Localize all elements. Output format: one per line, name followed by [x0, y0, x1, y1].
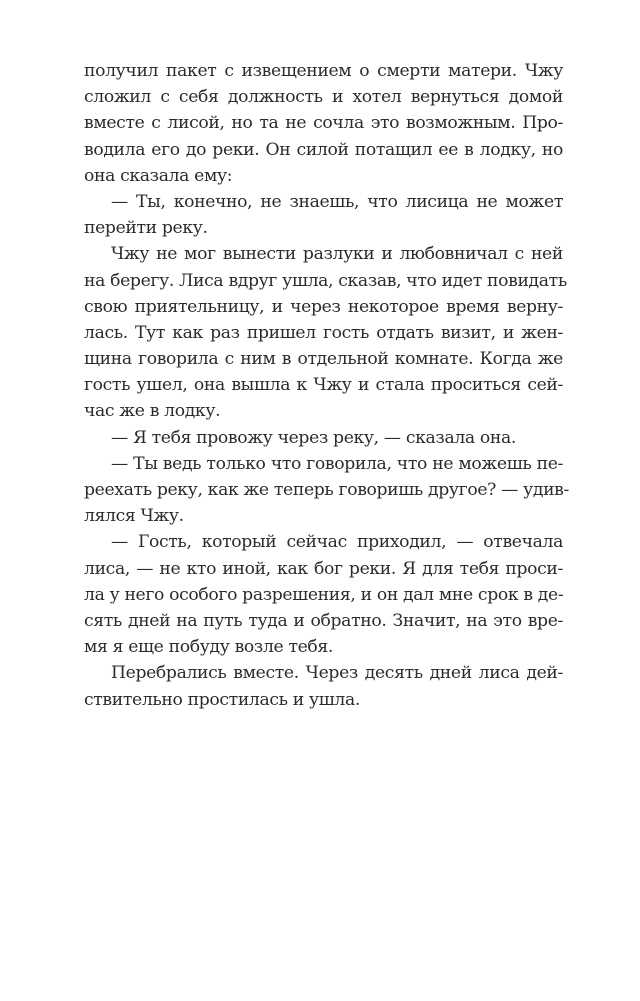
- text-line: лась. Тут как раз пришел гость отдать визит, и жен-: [84, 322, 563, 343]
- text-line: — Ты, конечно, не знаешь, что лисица не может: [111, 191, 563, 212]
- text-line: лялся Чжу.: [84, 506, 184, 527]
- text-line: перейти реку.: [84, 218, 208, 239]
- text-line: сять дней на путь туда и обратно. Значит, на это вре-: [84, 610, 563, 631]
- text-line: вместе с лисой, но та не сочла это возможным. Про-: [84, 113, 563, 134]
- text-line: — Я тебя провожу через реку, — сказала она.: [111, 427, 517, 448]
- text-line: ствительно простилась и ушла.: [84, 689, 360, 710]
- text-line: мя я еще побуду возле тебя.: [84, 637, 334, 658]
- text-line: ла у него особого разрешения, и он дал мне срок в де-: [84, 584, 564, 605]
- text-line: лиса, — не кто иной, как бог реки. Я для тебя проси-: [84, 558, 563, 579]
- text-line: гость ушел, она вышла к Чжу и стала проситься сей-: [84, 375, 563, 396]
- text-line: получил пакет с извещением о смерти матери. Чжу: [84, 61, 563, 81]
- text-line: — Гость, который сейчас приходил, — отвечала: [111, 532, 563, 553]
- text-line: Чжу не мог вынести разлуки и любовничал с ней: [111, 244, 563, 265]
- text-line: она сказала ему:: [84, 165, 233, 186]
- text-line: свою приятельницу, и через некоторое время верну-: [84, 296, 563, 317]
- text-line: щина говорила с ним в отдельной комнате. Когда же: [84, 349, 563, 370]
- text-line: водила его до реки. Он силой потащил ее в лодку, но: [84, 139, 563, 160]
- text-line: реехать реку, как же теперь говоришь другое? — удив-: [84, 480, 569, 500]
- text-line: — Ты ведь только что говорила, что не можешь пе-: [111, 453, 563, 474]
- text-line: на берегу. Лиса вдруг ушла, сказав, что идет повидать: [84, 270, 567, 291]
- text-line: час же в лодку.: [84, 401, 221, 422]
- text-line: сложил с себя должность и хотел вернуться домой: [84, 87, 563, 108]
- text-line: Перебрались вместе. Через десять дней лиса дей-: [111, 663, 563, 684]
- book-page-text: [84, 58, 569, 713]
